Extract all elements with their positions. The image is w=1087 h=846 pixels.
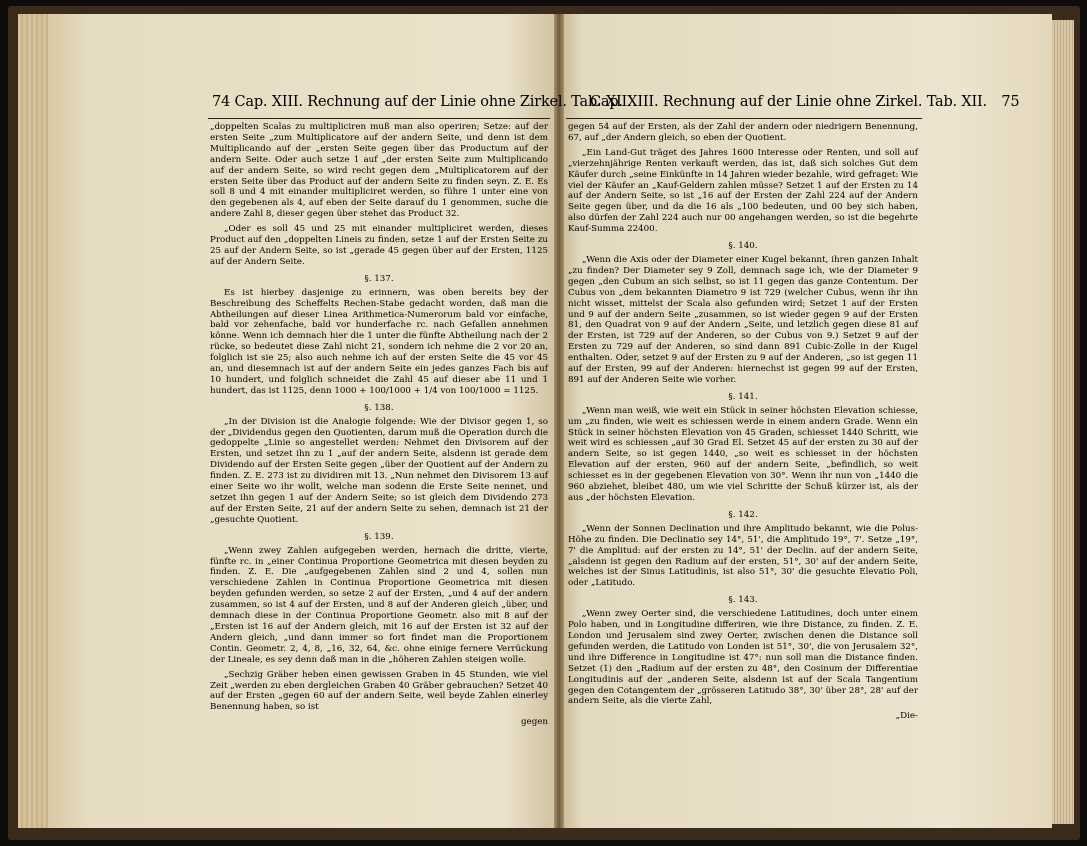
left-header-title: Cap. XIII. Rechnung auf der Linie ohne Zirkel. Tab. XII. <box>234 94 632 110</box>
section-number: §. 138. <box>364 402 394 413</box>
section-text: „Wenn zwey Oerter sind, die verschiedene Latitudines, doch unter einem Polo haben, und in Longitudine differiren, wie ihre Distance, zu finden. Z. E. London und Jerusalem sind zwey Oerter, zwischen denen die Distance soll gefunden werden, die Latitudo von Londen ist 51°, 30', die von Jerusalem 32°, und ihre Difference in Longitudine ist 47°: nun soll man die Distance finden. Setzet (1) den „Radium auf der ersten zu 48°, den Cosinum der Differentiae Longitudinis auf der „anderen Seite, alsdenn ist auf der Scala Tangentium gegen den Cotangentem der „grösseren Latitudo 38°, 30' über 28°, 28' auf der andern Seite, als die vierte Zahl, <box>568 609 918 707</box>
right-opening: gegen 54 auf der Ersten, als der Zahl der andern oder niedrigern Benennung, 67, auf „der Andern gleich, so eben der Quotient. <box>568 122 918 143</box>
section-number: §. 141. <box>728 391 758 402</box>
left-page-number: 74 <box>212 94 231 110</box>
section-text: „In der Division ist die Analogie folgende: Wie der Divisor gegen 1, so der „Dividendus gegen den Quotienten, darum muß die Operation durch die gedoppelte „Linie so angestellet werden: Nehmet den Divisorem auf der Ersten, und setzet ihn zu 1 „auf der andern Seite, alsdenn ist gerade dem Dividendo auf der Ersten Seite gegen „über der Quotient auf der Andern zu finden. Z. E. 273 ist zu dividiren mit 13. „Nun nehmet den Divisorem 13 auf einer Seite wo ihr wollt, welche man sodenn die Erste Seite nennet, und setzet ihn gegen 1 auf der Andern Seite; so ist gleich dem Dividendo 273 auf der Ersten Seite, 21 auf der andern Seite zu sehen, demnach ist 21 der „gesuchte Quotient. <box>210 416 548 525</box>
right-header-title: Cap. XIII. Rechnung auf der Linie ohne Zirkel. Tab. XII. <box>590 94 987 110</box>
section-text: „Wenn die Axis oder der Diameter einer Kugel bekannt, ihren ganzen Inhalt „zu finden? Der Diameter sey 9 Zoll, demnach sage ich, wie der Diameter 9 gegen „den Cubum an sich selbst, so ist 11 gegen das ganze Contentum. Der Cubus von „dem bekannten Diametro 9 ist 729 (welcher Cubus, wenn ihr ihn nicht wisset, mittelst der Scala also gefunden wird; Setzet 1 auf der Ersten und 9 auf der andern Seite „zusammen, so ist wieder gegen 9 auf der Ersten 81, den Quadrat von 9 auf der Andern „Seite, und letzlich gegen diese 81 auf der Ersten, ist 729 auf der Anderen, so der Cubus von 9.) Setzet 9 auf der Ersten zu 729 auf der Anderen, so sind dann 891 Cubic-Zolle in der Kugel enthalten. Oder, setzet 9 auf der Ersten zu 9 auf der Anderen, „so ist gegen 11 auf der Ersten, 99 auf der Anderen: hiernechst ist gegen 99 auf der Ersten, 891 auf der Anderen Seite wie vorher. <box>568 254 918 385</box>
left-page-edges <box>18 14 48 828</box>
section-number: §. 142. <box>728 509 758 520</box>
right-page-number: 75 <box>1001 94 1020 110</box>
left-catchword: gegen <box>521 717 548 728</box>
right-header-rule <box>566 118 922 119</box>
left-running-head <box>212 94 631 110</box>
section-number: §. 143. <box>728 595 758 606</box>
left-paragraph: „doppelten Scalas zu multipliciren muß man also operiren; Setze: auf der ersten Seite „zum Multiplicatore auf der andern Seite, und denn ist dem Multiplicando auf der „ersten Seite gegen über das Productum auf der andern Seite. Oder auch setze 1 auf „der ersten Seite zum Multiplicando auf der andern Seite, so wird recht gegen dem „Multiplicatorem auf der ersten Seite über das Product auf der andern Seite zu finden seyn. Z. E. Es soll 8 und 4 mit einander multipliciret werden, so führe 1 unter eine von den gegebenen als 4, auf eben der Seite darauf du 1 genommen, suche die andere Zahl 8, dieser gegen über stehet das Product 32. <box>210 122 548 220</box>
left-paragraph: „Oder es soll 45 und 25 mit einander multipliciret werden, dieses Product auf den „doppelten Lineis zu finden, setze 1 auf der Ersten Seite zu 25 auf der Andern Seite, so ist „gerade 45 gegen über auf der Ersten, 1125 auf der Andern Seite. <box>210 224 548 267</box>
section-text: „Wenn zwey Zahlen aufgegeben werden, hernach die dritte, vierte, fünfte rc. in „einer Continua Proportione Geometrica mit diesen beyden zu finden. Z. E. Die „aufgegebenen Zahlen sind 2 und 4, sollen nun verschiedene Zahlen in Continua Proportione Geometrica mit diesen beyden gefunden werden, so setze 2 auf der Ersten, „und 4 auf der andern zusammen, so ist 4 auf der Ersten, und 8 auf der Anderen gleich „über, und demnach diese in der Continua Proportione Geometr. also mit 8 auf der „Ersten ist 16 auf der Andern gleich, mit 16 auf der Ersten ist 32 auf der Andern gleich, „und dann immer so fort findet man die Proportionem Contin. Geometr. 2, 4, 8, „16, 32, 64, &c. ohne einige fernere Verrückung der Lineale, es sey denn daß man in die „höheren Zahlen steigen wolle. <box>210 545 548 665</box>
section-number: §. 137. <box>364 273 394 284</box>
right-paragraph: „Ein Land-Gut träget des Jahres 1600 Interesse oder Renten, und soll auf „vierzehnjährige Renten verkauft werden, das ist, daß sich solches Gut dem Käufer durch „seine Einkünfte in 14 Jahren wieder bezahle, wird gefraget: Wie viel der Käufer an „Kauf-Geldern zahlen müsse? Setzet 1 auf der Ersten zu 14 auf der Andern Seite, so ist „16 auf der Ersten der Zahl 224 auf der Andern Seite gegen über, und da die 16 als „100 bedeuten, und 00 bey sich haben, also dürfen der Zahl 224 auch nur 00 angehangen werden, so ist die begehrte Kauf-Summa 22400. <box>568 147 918 235</box>
section-number: §. 140. <box>728 241 758 252</box>
section-number: §. 139. <box>364 531 394 542</box>
section-text: „Wenn man weiß, wie weit ein Stück in seiner höchsten Elevation schiesse, um „zu finden, wie weit es schiessen werde in einem andern Grade. Wenn ein Stück in seiner höchsten Elevation von 45 Graden, schiesset 1440 Schritt, wie weit wird es schiessen „auf 30 Grad El. Setzet 45 auf der ersten zu 30 auf der andern Seite, so ist gegen 1440, „so weit es schiesset in der höchsten Elevation auf der ersten, 960 auf der andern Seite, „befindlich, so weit schiesset es in der gegebenen Elevation von 30°. Wenn ihr nun von „1440 die 960 abziehet, bleibet 480, um wie viel Schritte der Schuß kürzer ist, als der aus „der höchsten Elevation. <box>568 405 918 503</box>
section-text: Es ist hierbey dasjenige zu erinnern, was oben bereits bey der Beschreibung des Scheffelts Rechen-Stabe gedacht worden, daß man die Abtheilungen auf dieser Linea Arithmetica-Numerorum bald vor einfache, bald vor zehenfache, bald vor hunderfache rc. nach Gefallen annehmen könne. Wenn ich demnach hier die 1 unter die fünfte Abtheilung nach der 2 rücke, so bedeutet diese Zahl nicht 21, sondern ich nehme die 2 vor 20 an, folglich ist sie 25; also auch nehme ich auf der ersten Seite die 45 vor 45 an, und diesemnach ist auf der andern Seite ein jedes ganzes Fach bis auf 10 hundert, und folglich schneidet die Zahl 45 auf dieser abe 11 und 1 hundert, das ist 1125, denn 1000 + 100/1000 + 1/4 von 100/1000 = 1125. <box>210 287 548 396</box>
right-text-column <box>568 122 918 732</box>
right-running-head <box>590 94 1019 110</box>
left-last-paragraph: „Sechzig Gräber heben einen gewissen Graben in 45 Stunden, wie viel Zeit „werden zu eben dergleichen Graben 40 Gräber gebrauchen? Setzet 40 auf der Ersten „gegen 60 auf der andern Seite, weil beyde Zahlen einerley Benennung haben, so ist <box>210 669 548 713</box>
left-header-rule <box>208 118 550 119</box>
book-gutter <box>554 14 564 828</box>
right-catchword: „Die- <box>895 711 918 722</box>
left-text-column <box>210 122 548 728</box>
right-page-edges <box>1052 20 1074 824</box>
section-text: „Wenn der Sonnen Declination und ihre Amplitudo bekannt, wie die Polus-Höhe zu finden. Die Declinatio sey 14°, 51', die Amplitudo 19°, 7'. Setze „19°, 7' die Amplitud: auf der ersten zu 14°, 51' der Declin. auf der andern Seite, „alsdenn ist gegen den Radium auf der ersten, 51°, 30' auf der andern Seite, welches ist der Sinus Latitudinis, ist also 51°, 30' die gesuchte Elevatio Poli, oder „Latitudo. <box>568 523 918 589</box>
